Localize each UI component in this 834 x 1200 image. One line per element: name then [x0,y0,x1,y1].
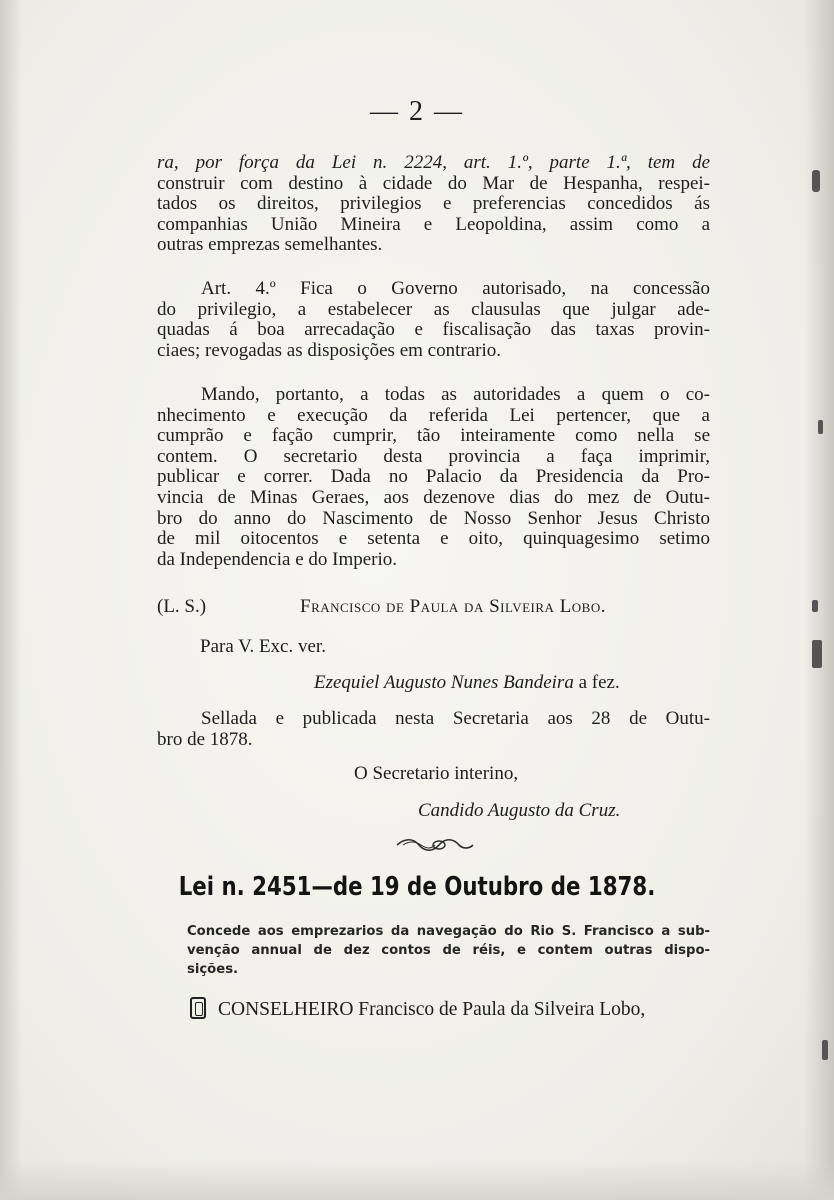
para-ver-line: Para V. Exc. ver. [200,636,326,657]
scribe-line [314,672,620,694]
text-line: bro de 1878. [157,728,253,750]
text-line: contem. O secretario desta provincia a faça imprimir, [157,445,710,467]
scan-artifact [822,1040,828,1060]
text-line: construir com destino à cidade do Mar de Hespanha, respei- [157,172,710,194]
line-text: ra, por força da Lei n. 2224, art. 1.º, parte 1.ª, tem de [157,152,710,173]
page-edge-shadow-left [0,0,22,1200]
text-line [157,153,710,174]
text-line: Art. 4.º Fica o Governo autorisado, na concessão [201,278,710,299]
text-line: Sellada e publicada nesta Secretaria aos 28 de Outu- [201,708,710,729]
text-line: companhias União Mineira e Leopoldina, assim como a [157,213,710,235]
paragraph-continuation [157,153,710,256]
secretario-name: Candido Augusto da Cruz. [418,800,621,821]
scan-artifact [812,600,818,612]
text-line: da Independencia e do Imperio. [157,548,398,570]
summary-line: venção annual de dez contos de réis, e contem outras dispo- [187,943,710,958]
text-line: nhecimento e execução da referida Lei pertencer, que a [157,404,710,426]
text-line: publicar e correr. Dada no Palacio da Presidencia da Pro- [157,466,710,488]
conselheiro-line [190,997,710,1021]
ornamental-initial-icon [190,997,206,1019]
signatory-name: Francisco de Paula da Silveira Lobo. [300,596,606,617]
text-line: tados os direitos, privilegios e preferencias concedidos ás [157,193,710,215]
page-number: — 2 — [370,96,464,127]
paragraph-sellada [157,709,710,750]
text-line: vincia de Minas Geraes, aos dezenove dias do mez de Outu- [157,486,710,508]
page-edge-shadow-bottom [0,1160,834,1200]
secretario-title: O Secretario interino, [354,763,519,784]
text-line: quadas á boa arrecadação e fiscalisação das taxas provin- [157,319,710,341]
law-summary [187,922,710,979]
law-title: Lei n. 2451—de 19 de Outubro de 1878. [178,872,656,902]
ornament-divider-icon [395,836,475,854]
scan-artifact [812,170,820,192]
summary-line: sições. [187,962,239,977]
paragraph-mando [157,385,710,570]
text-line: ciaes; revogadas as disposições em contrario. [157,339,501,361]
text-line: de mil oitocentos e setenta e oito, quinquagesimo setimo [157,528,710,550]
text-line: cumprão e fação cumprir, tão inteiramente como nella se [157,425,710,447]
scan-artifact [812,640,822,668]
text-line: outras emprezas semelhantes. [157,234,383,256]
text-line: do privilegio, a estabelecer as clausulas que julgar ade- [157,298,710,320]
paragraph-article-4 [157,279,710,361]
seal-mark: (L. S.) [157,596,207,617]
scribe-suffix: a fez. [578,672,620,693]
text-line: Mando, portanto, a todas as autoridades a quem o co- [201,384,710,405]
scribe-name: Ezequiel Augusto Nunes Bandeira [314,672,574,693]
conselheiro-word: CONSELHEIRO [218,999,354,1020]
conselheiro-rest: Francisco de Paula da Silveira Lobo, [358,999,646,1020]
summary-line: Concede aos emprezarios da navegação do Rio S. Francisco a sub- [187,924,710,939]
scan-artifact [818,420,823,434]
text-line: bro do anno do Nascimento de Nosso Senhor Jesus Christo [157,507,710,529]
